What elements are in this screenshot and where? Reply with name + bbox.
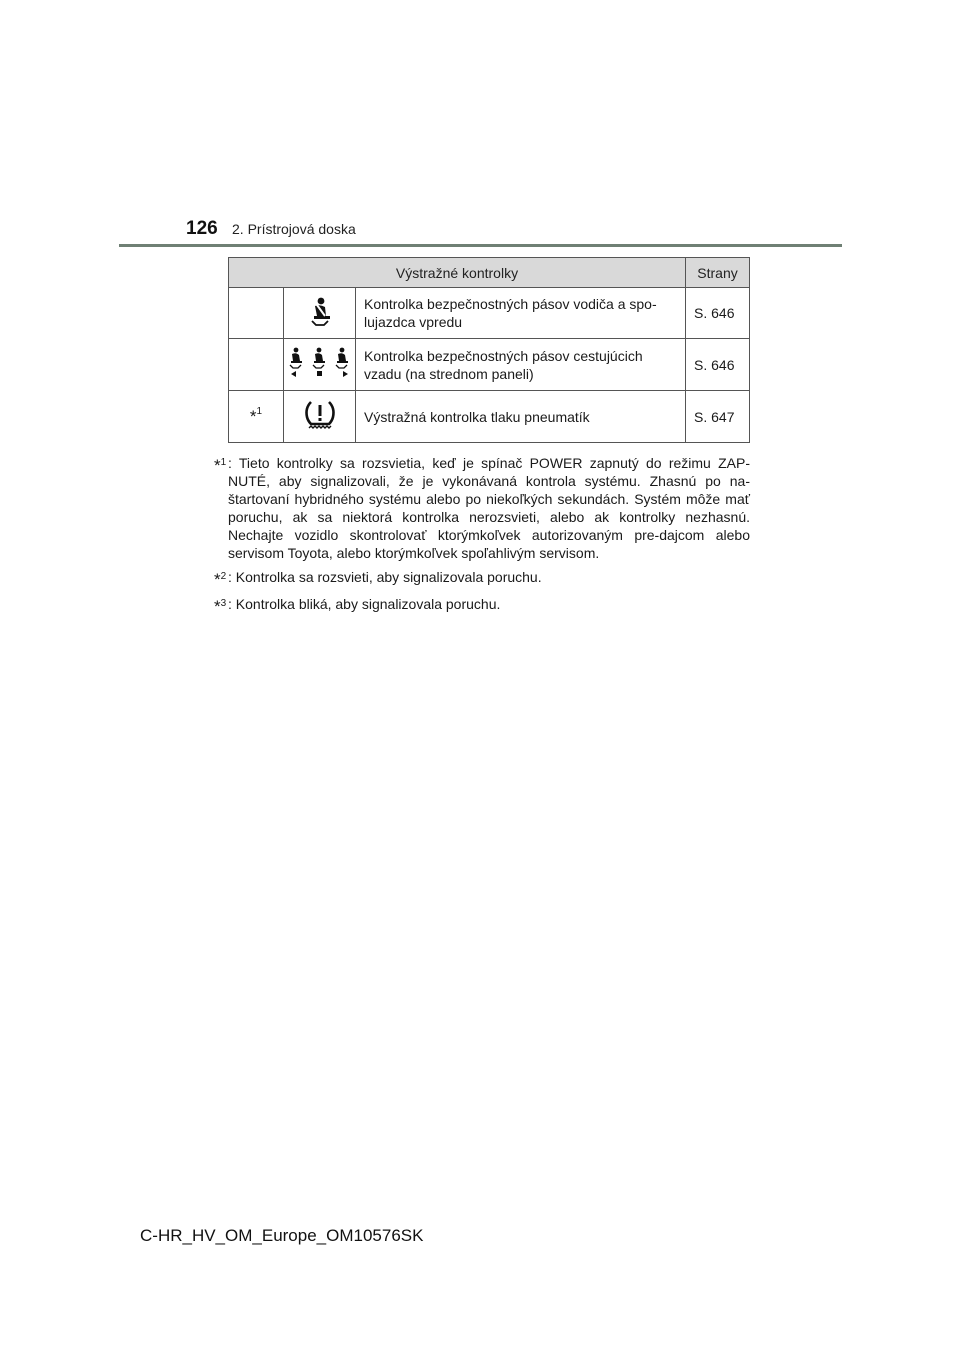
- column-header-warning-lights: Výstražné kontrolky: [229, 258, 686, 288]
- rear-seatbelt-reminder-icon: [286, 366, 354, 382]
- header-rule: [119, 244, 842, 247]
- row-marker: [229, 339, 284, 391]
- table-row: [229, 391, 750, 443]
- row-description: Výstražná kontrolka tlaku pneumatík: [356, 391, 686, 443]
- footnote-marker: *$^2$: [214, 570, 227, 589]
- row-page-ref: S. 646: [686, 339, 750, 391]
- row-page-ref: S. 647: [686, 391, 750, 443]
- footnote: [214, 568, 750, 589]
- icon-cell: [284, 391, 356, 443]
- row-marker: [229, 391, 284, 443]
- footnote-text: : Kontrolka sa rozsvieti, aby signalizovala poruchu.: [228, 569, 542, 585]
- footnote-marker: *$^1$: [214, 456, 227, 475]
- table-row: [229, 339, 750, 391]
- warning-lights-table: [228, 257, 750, 443]
- icon-cell: [284, 339, 356, 391]
- footnote: [214, 595, 750, 616]
- footnote-text: : Kontrolka bliká, aby signalizovala poruchu.: [228, 596, 501, 612]
- row-description: Kontrolka bezpečnostných pásov cestujúcich vzadu (na strednom paneli): [356, 339, 686, 391]
- document-code: C-HR_HV_OM_Europe_OM10576SK: [140, 1226, 424, 1245]
- row-page-ref: S. 646: [686, 288, 750, 339]
- row-description: Kontrolka bezpečnostných pásov vodiča a spo-lujazdca vpredu: [356, 288, 686, 339]
- page-number: 126: [186, 218, 218, 239]
- column-header-pages: Strany: [686, 258, 750, 288]
- seatbelt-reminder-icon: [306, 314, 334, 330]
- table-header-row: [229, 258, 750, 288]
- table-row: [229, 288, 750, 339]
- tire-pressure-warning-icon: [303, 418, 337, 434]
- section-title: 2. Prístrojová doska: [232, 221, 356, 237]
- footnote-marker: *$^3$: [214, 597, 227, 616]
- row-marker: [229, 288, 284, 339]
- footnote: [214, 454, 750, 562]
- icon-cell: [284, 288, 356, 339]
- footnote-text: : Tieto kontrolky sa rozsvietia, keď je spínač POWER zapnutý do režimu ZAP-NUTÉ, aby signalizovali, že je vykonávaná kontrola systému. Zhasnú po na-štartovaní hybridného systému alebo po niekoľkých sekundách. Systém môže mať poruchu, ak sa niektorá kontrolka nerozsvieti, alebo ak kontrolky nezhasnú. Nechajte vozidlo skontrolovať ktorýmkoľvek autorizovaným pre-dajcom alebo servisom Toyota, alebo ktorýmkoľvek spoľahlivým servisom.: [228, 455, 750, 561]
- footnotes: [214, 454, 750, 622]
- asterisk-number: 1: [256, 406, 263, 417]
- asterisk-mark: *: [249, 407, 257, 426]
